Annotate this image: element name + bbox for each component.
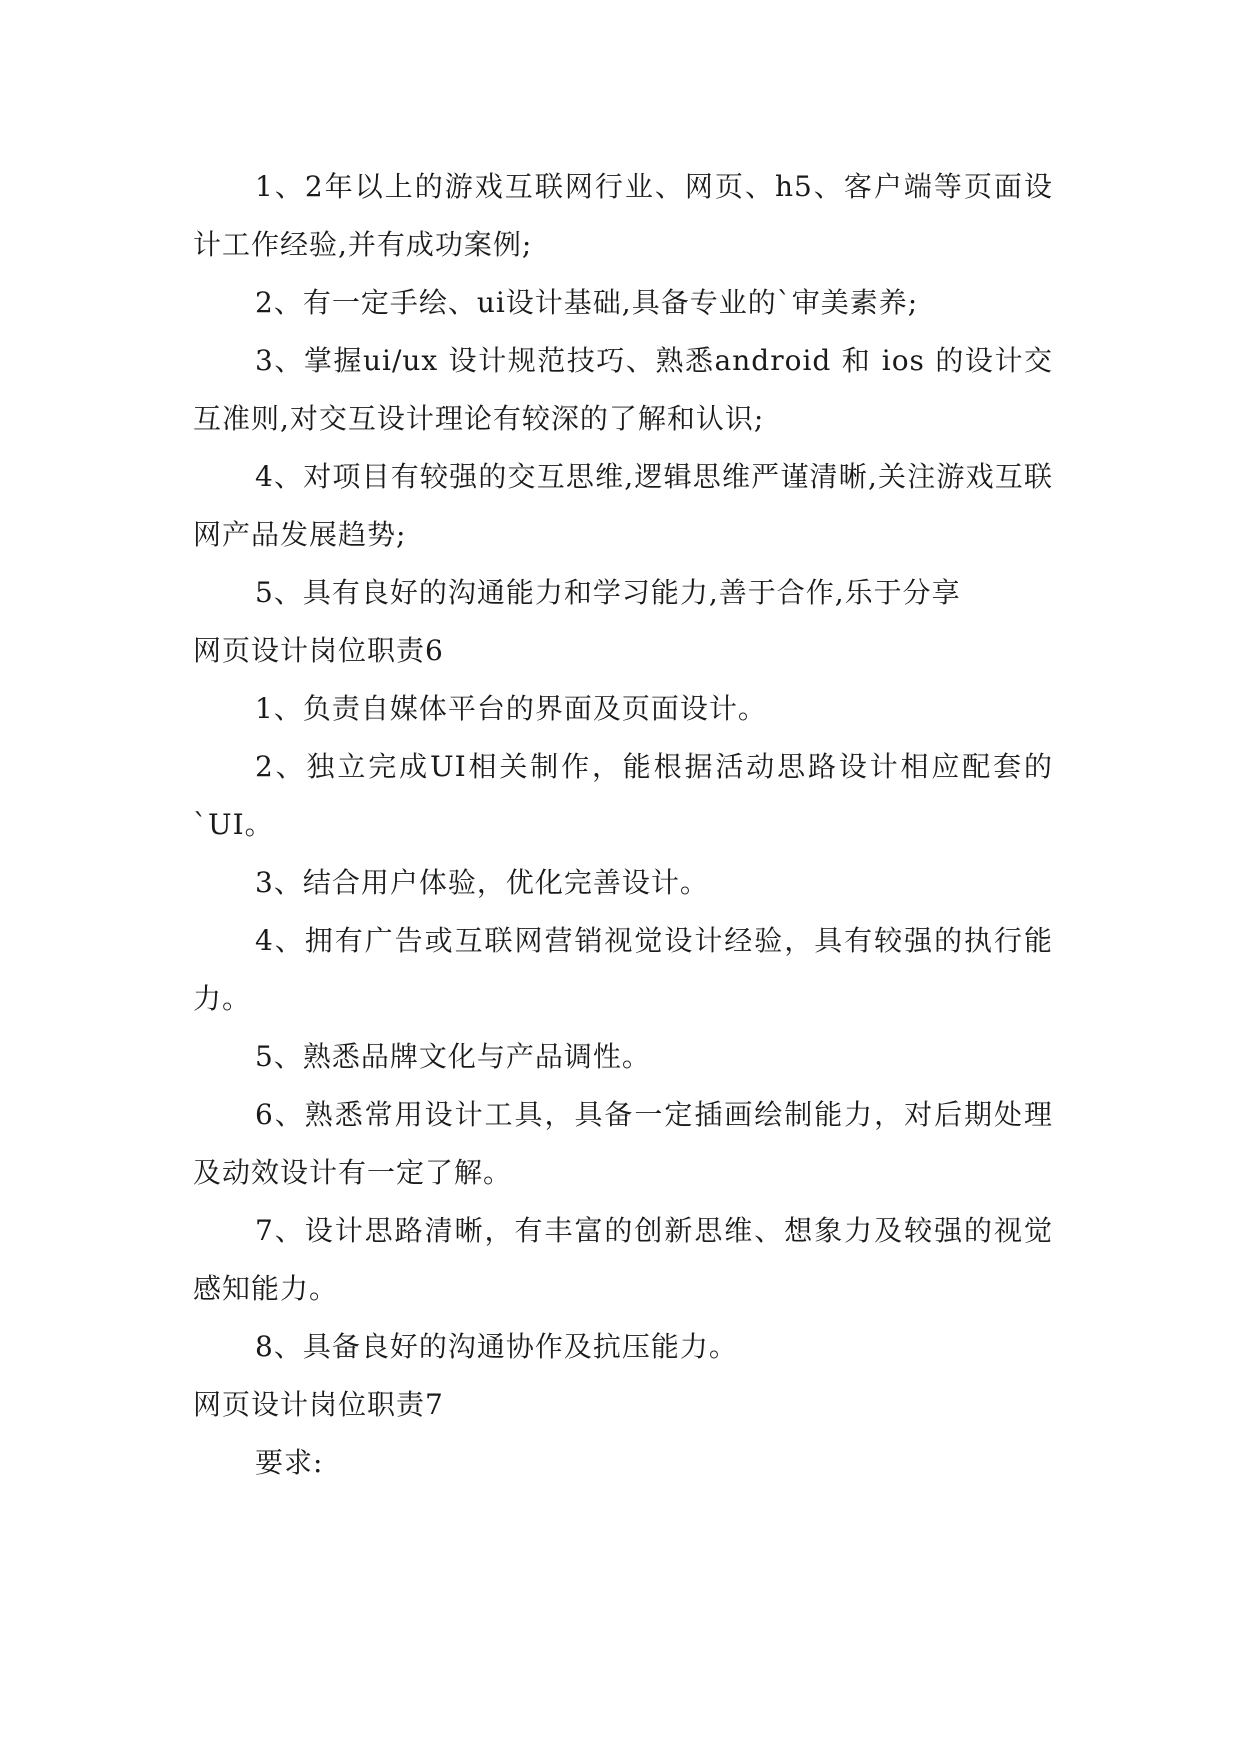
duty-item-2: 2、独立完成UI相关制作，能根据活动思路设计相应配套的`UI。	[193, 750, 1053, 841]
duty-item-8: 8、具备良好的沟通协作及抗压能力。	[255, 1330, 738, 1363]
duty-item-4: 4、拥有广告或互联网营销视觉设计经验，具有较强的执行能力。	[193, 924, 1053, 1015]
section-heading-6: 网页设计岗位职责6	[193, 634, 444, 667]
document-body	[193, 158, 1053, 1492]
duty-item-7: 7、设计思路清晰，有丰富的创新思维、想象力及较强的视觉感知能力。	[193, 1214, 1053, 1305]
requirement-item-3: 3、掌握ui/ux 设计规范技巧、熟悉android 和 ios 的设计交互准则,对交互设计理论有较深的了解和认识;	[193, 344, 1053, 435]
duty-item-6: 6、熟悉常用设计工具，具备一定插画绘制能力，对后期处理及动效设计有一定了解。	[193, 1098, 1053, 1189]
duty-item-5: 5、熟悉品牌文化与产品调性。	[255, 1040, 651, 1073]
duty-item-3: 3、结合用户体验，优化完善设计。	[255, 866, 709, 899]
requirement-item-2: 2、有一定手绘、ui设计基础,具备专业的`审美素养;	[255, 286, 919, 319]
requirement-item-4: 4、对项目有较强的交互思维,逻辑思维严谨清晰,关注游戏互联网产品发展趋势;	[193, 460, 1053, 551]
requirements-label: 要求:	[255, 1446, 324, 1479]
requirement-item-5: 5、具有良好的沟通能力和学习能力,善于合作,乐于分享	[255, 576, 961, 609]
requirement-item-1: 1、2年以上的游戏互联网行业、网页、h5、客户端等页面设计工作经验,并有成功案例;	[193, 170, 1053, 261]
section-heading-7: 网页设计岗位职责7	[193, 1388, 444, 1421]
duty-item-1: 1、负责自媒体平台的界面及页面设计。	[255, 692, 767, 725]
